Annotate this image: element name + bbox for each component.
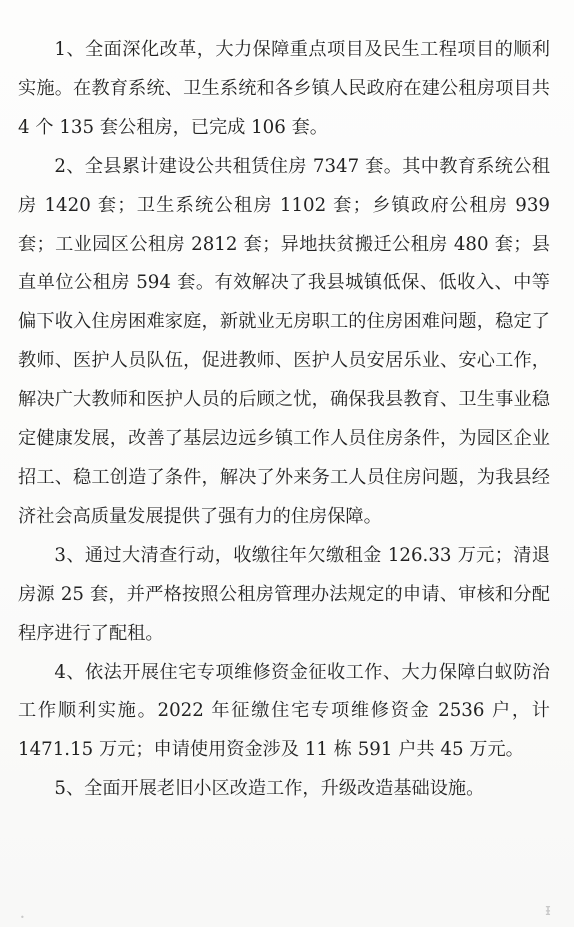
paragraph-1: 1、全面深化改革，大力保障重点项目及民生工程项目的顺利实施。在教育系统、卫生系统和各乡镇人民政府在建公租房项目共 4 个 135 套公租房，已完成 106 套。 [18, 39, 550, 138]
paragraph-4: 4、依法开展住宅专项维修资金征收工作、大力保障白蚁防治工作顺利实施。2022 年征缴住宅专项维修资金 2536 户，计 1471.15 万元；申请使用资金涉及 11 栋 591 户共 45 万元。 [18, 661, 550, 761]
paragraph-5: 5、全面开展老旧小区改造工作，升级改造基础设施。 [54, 778, 485, 800]
paragraph-3: 3、通过大清查行动，收缴往年欠缴租金 126.33 万元；清退房源 25 套，并严格按照公租房管理办法规定的申请、审核和分配程序进行了配租。 [18, 544, 550, 644]
scan-dot: • [20, 913, 25, 922]
paragraph-2: 2、全县累计建设公共租赁住房 7347 套。其中教育系统公租房 1420 套；卫生系统公租房 1102 套；乡镇政府公租房 939 套；工业园区公租房 2812 套；异地扶贫搬迁公租房 480 套；县直单位公租房 594 套。有效解决了我县城镇低保、低收入、中等偏下收入住房困难家庭，新就业无房职工的住房困难问题，稳定了教师、医护人员队伍，促进教师、医护人员安居乐业、安心工作，解决广大教师和医护人员的后顾之忧，确保我县教育、卫生事业稳定健康发展，改善了基层边远乡镇工作人员住房条件，为园区企业招工、稳工创造了条件，解决了外来务工人员住房问题，为我县经济社会高质量发展提供了强有力的住房保障。 [18, 155, 550, 527]
document-body [18, 31, 550, 809]
scan-mark: ᵻ [545, 900, 551, 919]
